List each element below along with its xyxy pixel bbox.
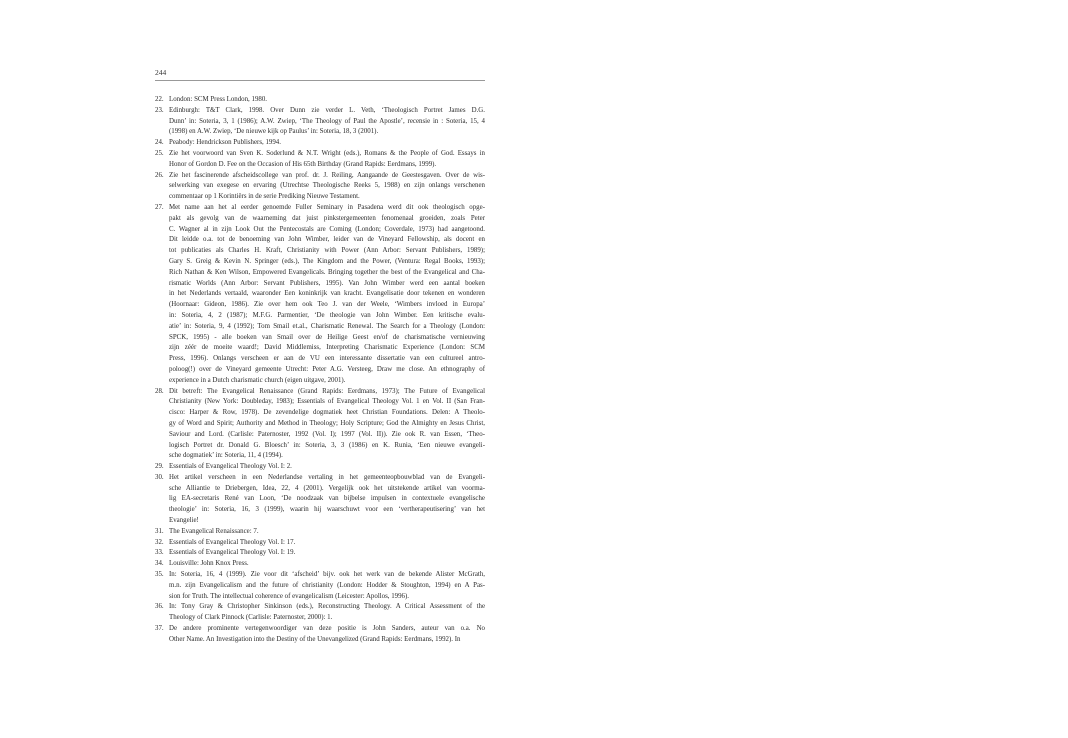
endnote-line: gy of Word and Spirit; Authority and Method in Theology; Holy Scripture; God the Almighty en Jesus Christ,: [169, 419, 485, 427]
endnote: [155, 570, 485, 602]
endnote-text: [169, 95, 485, 106]
endnote: [155, 548, 485, 559]
endnote-line: Saviour and Lord. (Carlisle: Paternoster, 1992 (Vol. I); 1997 (Vol. II)). Zie ook R. van Essen, ‘Theo-: [169, 430, 485, 438]
endnote: [155, 559, 485, 570]
endnote-number: 25.: [155, 149, 164, 157]
endnote-line: De andere prominente vertegenwoordiger van deze positie is John Sanders, auteur van o.a. No: [169, 625, 485, 633]
endnote-text: [169, 624, 485, 646]
endnote: [155, 203, 485, 387]
endnote-line: sion for Truth. The intellectual coherence of evangelicalism (Leicester: Apollos, 1996).: [169, 592, 410, 600]
endnote-line: (Hoornaar: Gideon, 1986). Zie over hem ook Teo J. van der Weele, ‘Wimbers invloed in Europa’: [169, 301, 485, 309]
endnote: [155, 527, 485, 538]
endnote-line: The Evangelical Renaissance: 7.: [169, 527, 259, 535]
endnote-number: 28.: [155, 387, 164, 395]
endnote-line: zijn zéér de moeite waard!; David Middlemiss, Interpreting Charismatic Experience (London: SCM: [169, 344, 485, 352]
book-page: [155, 68, 485, 728]
endnote-number: 22.: [155, 96, 164, 103]
endnote-number: 27.: [155, 203, 164, 211]
endnote-number: 36.: [155, 603, 164, 611]
endnote-text: [169, 602, 485, 624]
endnote: [155, 95, 485, 106]
endnote-text: [169, 548, 485, 559]
header-rule: [155, 80, 485, 81]
endnote-number: 35.: [155, 571, 164, 579]
endnote-line: Dit betreft: The Evangelical Renaissance (Grand Rapids: Eerdmans, 1973); The Future of Evangelical: [169, 387, 485, 395]
endnote-line: In: Soteria, 16, 4 (1999). Zie voor dit ‘afscheid’ bijv. ook het werk van de bekende Alister McGrath,: [169, 571, 485, 579]
endnote-text: [169, 387, 485, 463]
endnote-line: selwerking van exegese en ervaring (Utrechtse Theologische Reeks 5, 1988) en zijn onlangs verschenen: [169, 182, 485, 190]
endnote: [155, 138, 485, 149]
endnote-line: tot publicaties als Charles H. Kraft, Christianity with Power (Ann Arbor: Servant Publishers, 1989);: [169, 247, 485, 255]
endnote-line: cisco: Harper & Row, 1978). De zevendelige dogmatiek heet Christian Foundations. Delen: A Theolo-: [169, 409, 485, 417]
endnote-text: [169, 559, 485, 570]
endnote-line: In: Tony Gray & Christopher Sinkinson (eds.), Reconstructing Theology. A Critical Assessment of the: [169, 603, 485, 611]
endnote: [155, 171, 485, 203]
endnote-line: Gary S. Greig & Kevin N. Springer (eds.), The Kingdom and the Power, (Ventura: Regal Books, 1993);: [169, 257, 485, 265]
endnote-number: 37.: [155, 625, 164, 633]
endnote-line: (1998) en A.W. Zwiep, ‘De nieuwe kijk op Paulus’ in: Soteria, 18, 3 (2001).: [169, 128, 379, 136]
endnote-line: SPCK, 1995) - alle boeken van Smail over de Heilige Geest en/of de charismatische vernieuwing: [169, 333, 485, 341]
endnote-line: Dunn’ in: Soteria, 3, 1 (1986); A.W. Zwiep, ‘The Theology of Paul the Apostle’, recensie in : Soteria, 15, 4: [169, 117, 485, 125]
endnote: [155, 602, 485, 624]
endnote-line: commentaar op 1 Korintiërs in de serie Prediking Nieuwe Testament.: [169, 193, 360, 201]
endnote-line: lig EA-secretaris René van Loon, ‘De noodzaak van bijbelse impulsen in contextuele evangelische: [169, 495, 485, 503]
endnote-line: Christianity (New York: Doubleday, 1983); Essentials of Evangelical Theology Vol. 1 en Vol. II (San Fran-: [169, 398, 485, 406]
endnote: [155, 624, 485, 646]
endnote-text: [169, 527, 485, 538]
endnote: [155, 387, 485, 463]
endnote: [155, 149, 485, 171]
endnote-line: Rich Nathan & Ken Wilson, Empowered Evangelicals. Bringing together the best of the Evangelical and Cha-: [169, 268, 485, 276]
endnote-line: Essentials of Evangelical Theology Vol. I: 19.: [169, 549, 296, 557]
endnote-number: 29.: [155, 463, 164, 471]
endnote-text: [169, 149, 485, 171]
endnote-line: logisch Portret dr. Donald G. Bloesch’ in: Soteria, 3, 3 (1986) en K. Runia, ‘Een nieuwe evangeli-: [169, 441, 485, 449]
endnote-line: Edinburgh: T&T Clark, 1998. Over Dunn zie verder L. Veth, ‘Theologisch Portret James D.G.: [169, 106, 485, 114]
endnote-line: Zie het fascinerende afscheidscollege van prof. dr. J. Reiling, Aangaande de Geestesgaven. Over de wis-: [169, 171, 485, 179]
endnote-line: theologie’ in: Soteria, 16, 3 (1999), waarin hij waarschuwt voor een ‘vertherapeutisering’ van het: [169, 506, 485, 514]
endnote-line: Theology of Clark Pinnock (Carlisle: Paternoster, 2000): 1.: [169, 614, 333, 622]
endnote-text: [169, 171, 485, 203]
endnote-line: Essentials of Evangelical Theology Vol. I: 17.: [169, 538, 296, 546]
endnote-number: 30.: [155, 473, 164, 481]
endnote-number: 34.: [155, 560, 164, 568]
endnote: [155, 538, 485, 549]
endnote-line: m.n. zijn Evangelicalism and the future of christianity (London: Hodder & Stoughton, 1994) en A Pas-: [169, 581, 485, 589]
endnote-text: [169, 473, 485, 527]
endnote-line: sche Alliantie te Driebergen, Idea, 22, 4 (2001). Vergelijk ook het uitstekende artikel van voorma-: [169, 484, 485, 492]
endnote-line: sche dogmatiek’ in: Soteria, 11, 4 (1994).: [169, 452, 283, 460]
endnote-line: in het Nederlands vertaald, waaronder Een koninkrijk van kracht. Evangelisatie door tekenen en wonderen: [169, 290, 485, 298]
endnote-line: C. Wagner al in zijn Look Out the Pentecostals are Coming (London; Coverdale, 1973) had aangetoond.: [169, 225, 485, 233]
endnote-line: Other Name. An Investigation into the Destiny of the Unevangelized (Grand Rapids: Eerdmans, 1992). In: [169, 635, 461, 643]
endnote-number: 24.: [155, 139, 164, 147]
endnote-text: [169, 538, 485, 549]
endnote-number: 26.: [155, 171, 164, 179]
endnote-line: poloog(!) over de Vineyard gemeente Utrecht: Peter A.G. Versteeg, Draw me close. An ethnography of: [169, 365, 485, 373]
endnote-line: Peabody: Hendrickson Publishers, 1994.: [169, 139, 281, 147]
endnote-line: Essentials of Evangelical Theology Vol. I: 2.: [169, 463, 292, 471]
endnote-text: [169, 138, 485, 149]
endnote-line: Louisville: John Knox Press.: [169, 560, 249, 568]
endnote-text: [169, 462, 485, 473]
endnote: [155, 106, 485, 138]
endnote-number: 32.: [155, 538, 164, 546]
endnote-line: experience in a Dutch charismatic church (eigen uitgave, 2001).: [169, 376, 346, 384]
endnote-line: London: SCM Press London, 1980.: [169, 96, 268, 103]
endnote-line: rismatic Worlds (Ann Arbor: Servant Publishers, 1995). Van John Wimber werd een aantal boeken: [169, 279, 485, 287]
endnote-text: [169, 203, 485, 387]
endnote-line: Dit leidde o.a. tot de benoeming van John Wimber, leider van de Vineyard Fellowship, als docent en: [169, 236, 485, 244]
endnote-line: in: Soteria, 4, 2 (1987); M.F.G. Parmentier, ‘De theologie van John Wimber. Een kritische evalu-: [169, 311, 485, 319]
endnote-line: Het artikel verscheen in een Nederlandse vertaling in het gemeenteopbouwblad van de Evangeli-: [169, 473, 485, 481]
endnote-line: Honor of Gordon D. Fee on the Occasion of His 65th Birthday (Grand Rapids: Eerdmans, 1999).: [169, 160, 437, 168]
endnote-line: pakt als gevolg van de waarneming dat juist pinkstergemeenten fenomenaal groeiden, zoals Peter: [169, 214, 485, 222]
endnote-line: Met name aan het al eerder genoemde Fuller Seminary in Pasadena werd dit ook theologisch opge-: [169, 203, 485, 211]
endnote-line: atie’ in: Soteria, 9, 4 (1992); Tom Smail et.al., Charismatic Renewal. The Search for a Theology (London:: [169, 322, 485, 330]
endnote-text: [169, 570, 485, 602]
endnote-line: Press, 1996). Onlangs verscheen er aan de VU een interessante dissertatie van een cultureel antro-: [169, 355, 485, 363]
endnote-number: 23.: [155, 106, 164, 114]
endnote-number: 33.: [155, 549, 164, 557]
endnote: [155, 462, 485, 473]
page-number: 244: [155, 68, 167, 77]
endnote-line: Evangelie!: [169, 517, 199, 525]
endnotes-list: [155, 95, 485, 646]
endnote-number: 31.: [155, 527, 164, 535]
endnote-line: Zie het voorwoord van Sven K. Soderlund & N.T. Wright (eds.), Romans & the People of God. Essays in: [169, 149, 485, 157]
endnote: [155, 473, 485, 527]
endnote-text: [169, 106, 485, 138]
